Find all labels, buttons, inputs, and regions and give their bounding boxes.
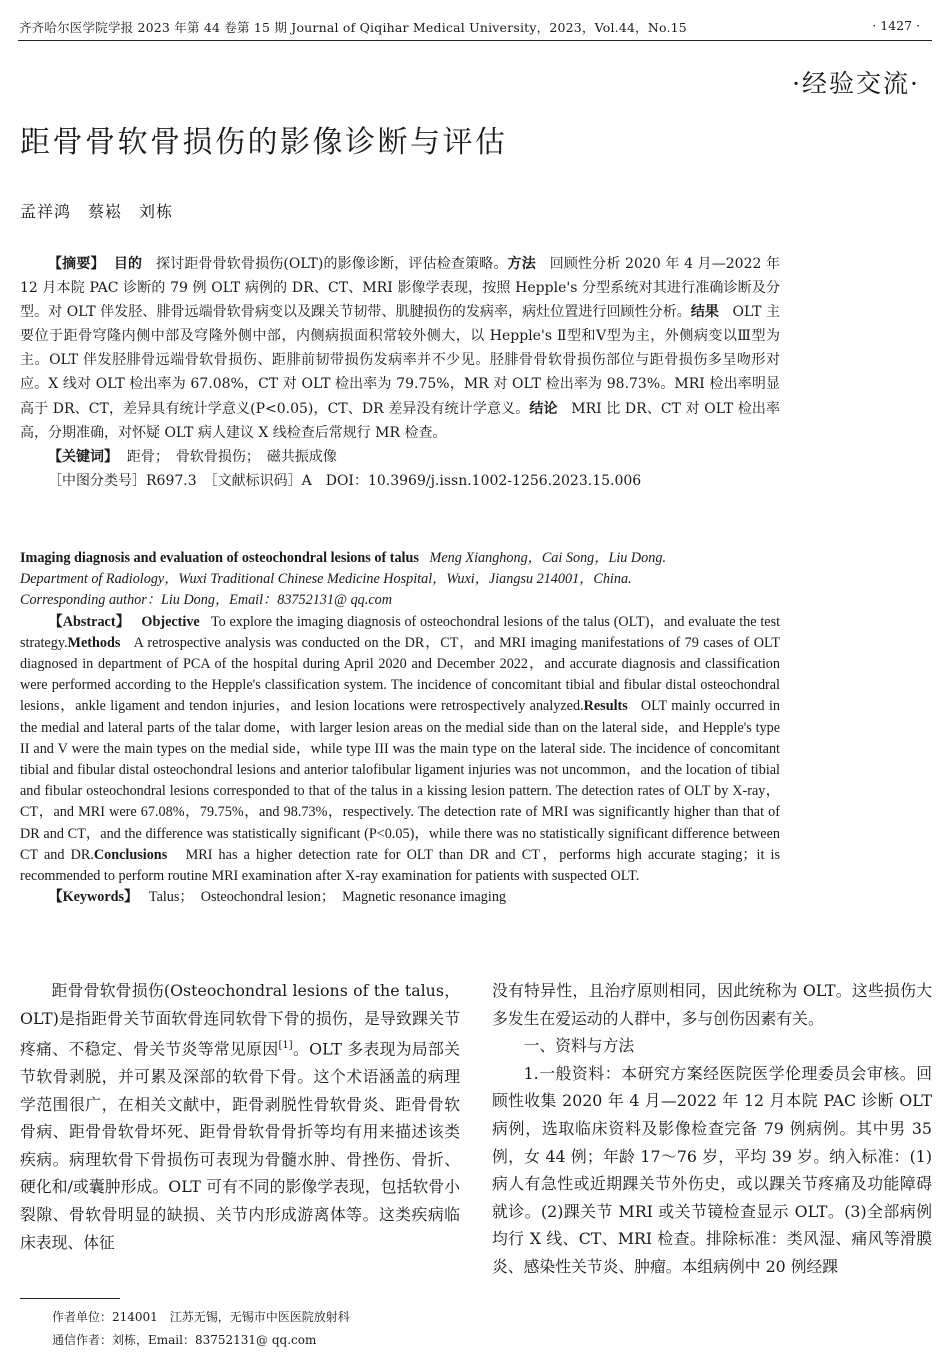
methods-text: 回顾性分析 2020 年 4 月—2022 年 12 月本院 PAC 诊断的 79 例 OLT 病例的 DR、CT、MRI 影像学表现，按照 Hepple's 分型系统对其进行准确诊断及分型。对 OLT 伴发胫、腓骨远端骨软骨病变以及踝关节韧带、肌腱损伤的发病率，病灶位置进行回顾性分析。	[20, 256, 781, 321]
english-authors: Meng Xianghong，Cai Song，Liu Dong.	[429, 550, 667, 566]
body-text: 。OLT 多表现为局部关节软骨剥脱，并可累及深部的软骨下骨。这个术语涵盖的病理学范围很广，在相关文献中，距骨剥脱性骨软骨炎、距骨骨软骨病、距骨骨软骨坏死、距骨骨软骨骨折等均有用来描述该类疾病。病理软骨下骨损伤可表现为骨髓水肿、骨挫伤、骨折、硬化和/或囊肿形成。OLT 可有不同的影像学表现，包括软骨小裂隙、骨软骨明显的缺损、关节内形成游离体等。这类疾病临床表现、体征	[20, 1039, 460, 1252]
objective-label: 目的	[113, 256, 143, 272]
footnote-rule	[20, 1298, 120, 1299]
page-number: · 1427 ·	[872, 18, 920, 33]
chinese-abstract	[20, 252, 780, 493]
english-corresponding: Corresponding author：Liu Dong，Email：83752131@ qq.com	[20, 592, 392, 609]
citation-ref: [1]	[278, 1040, 293, 1052]
english-abstract-paragraph	[20, 612, 780, 888]
en-methods-text: A retrospective analysis was conducted on the DR，CT，and MRI imaging manifestations of 79 cases of OLT diagnosed in department of PCA of the hospital during April 2020 and December 2022，and accurate diagnosis and classification were performed according to the Hepple's classification system. The incidence of concomitant tibial and fibular distal osteochondral lesions，ankle ligament and tendon injuries，and lesion locations were retrospectively analyzed.	[20, 634, 781, 715]
english-abstract	[20, 548, 780, 908]
footnote-affiliation: 作者单位：214001 江苏无锡，无锡市中医医院放射科	[52, 1310, 350, 1324]
en-abstract-label: 【Abstract】	[48, 613, 131, 630]
section-tag: ·经验交流·	[792, 69, 920, 98]
authors: 孟祥鸿 蔡崧 刘栋	[20, 202, 174, 221]
keywords-text: 距骨； 骨软骨损伤； 磁共振成像	[126, 448, 337, 465]
results-label: 结果	[690, 304, 719, 321]
abstract-label: 【摘要】	[48, 256, 105, 272]
english-title: Imaging diagnosis and evaluation of osteochondral lesions of talus	[20, 550, 419, 566]
results-text: OLT 主要位于距骨穹隆内侧中部及穹隆外侧中部，内侧病损面积常较外侧大，以 Hepple's Ⅱ型和Ⅴ型为主，外侧病变以Ⅲ型为主。OLT 伴发胫腓骨远端骨软骨损伤、距腓前韧带损伤发病率并不少见。胫腓骨骨软骨损伤部位与距骨损伤多呈吻形对应。X 线对 OLT 检出率为 67.08%，CT 对 OLT 检出率为 79.75%，MR 对 OLT 检出率为 98.73%。MRI 检出率明显高于 DR、CT，差异具有统计学意义(P<0.05)，CT、DR 差异没有统计学意义。	[20, 304, 781, 417]
en-results-label: Results	[583, 698, 628, 715]
page-title: 距骨骨软骨损伤的影像诊断与评估	[20, 125, 508, 160]
body-right-column	[492, 977, 932, 1281]
en-conclusions-text: MRI has a higher detection rate for OLT than DR and CT，performs high accurate staging；it is recommended to perform routine MRI examination after X-ray examination for patients with suspected OLT.	[20, 846, 781, 885]
conclusion-text: MRI 比 DR、CT 对 OLT 检出率高，分期准确，对怀疑 OLT 病人建议 X 线检查后常规行 MR 检查。	[20, 400, 780, 441]
en-keywords-text: Talus； Osteochondral lesion； Magnetic resonance imaging	[148, 889, 507, 906]
section-heading: 一、资料与方法	[523, 1036, 635, 1056]
en-objective-label: Objective	[141, 613, 200, 630]
body-text: 距骨骨软骨损伤(Osteochondral lesions of the talus，OLT)是指距骨关节面软骨连同软骨下骨的损伤，是导致踝关节疼痛、不稳定、骨关节炎等常见原因	[20, 981, 460, 1059]
body-paragraph: 1.一般资料：本研究方案经医院医学伦理委员会审核。回顾性收集 2020 年 4 月—2022 年 12 月本院 PAC 诊断 OLT 病例，选取临床资料及影像检查完备 79 例病例。其中男 35 例，女 44 例；年龄 17～76 岁，平均 39 岁。纳入标准：(1)病人有急性或近期踝关节外伤史，或以踝关节疼痛及功能障碍就诊。(2)踝关节 MRI 或关节镜检查显示 OLT。(3)全部病例均行 X 线、CT、MRI 检查。排除标准：类风湿、痛风等滑膜炎、感染性关节炎、肿瘤。本组病例中 20 例经踝	[492, 1063, 932, 1276]
keywords-label: 【关键词】	[48, 448, 118, 465]
english-title-line	[20, 548, 780, 569]
body-paragraph: 没有特异性，且治疗原则相同，因此统称为 OLT。这些损伤大多发生在爱运动的人群中，多与创伤因素有关。	[492, 981, 932, 1028]
en-keywords-line	[20, 887, 780, 908]
en-conclusions-label: Conclusions	[93, 846, 168, 863]
header-rule	[18, 40, 932, 41]
body-paragraph	[20, 977, 460, 1256]
en-methods-label: Methods	[67, 634, 121, 651]
abstract-paragraph	[20, 252, 780, 445]
keywords-line	[20, 445, 780, 469]
methods-label: 方法	[507, 256, 536, 272]
footnote-corresponding: 通信作者：刘栋，Email：83752131@ qq.com	[52, 1333, 317, 1347]
classification-line: ［中图分类号］R697.3 ［文献标识码］A DOI：10.3969/j.issn.1002-1256.2023.15.006	[48, 472, 642, 489]
en-objective-text: To explore the imaging diagnosis of osteochondral lesions of the talus (OLT)，and evaluate the test strategy.	[20, 613, 781, 651]
body-left-column	[20, 977, 460, 1256]
en-keywords-label: 【Keywords】	[48, 889, 139, 906]
running-header: 齐齐哈尔医学院学报 2023 年第 44 卷第 15 期 Journal of Qiqihar Medical University，2023，Vol.44，No.15	[19, 20, 687, 35]
conclusion-label: 结论	[529, 400, 558, 417]
en-results-text: OLT mainly occurred in the medial and lateral parts of the talar dome，with larger lesion areas on the medial side than on the lateral side，and Hepple's type II and V were the main types on the medial side，while type III was the main type on the lateral side. The incidence of concomitant tibial and fibular distal osteochondral lesions and anterior talofibular ligament injuries was not uncommon，and the location of tibial and fibular osteochondral lesions corresponded to that of the talus in a kissing lesion pattern. The detection rates of OLT by X-ray，CT，and MRI were 67.08%，79.75%，and 98.73%，respectively. The detection rate of MRI was significantly higher than that of DR and CT，and the difference was statistically significant (P<0.05)，while there was no statistically significant difference between CT and DR.	[20, 698, 780, 863]
objective-text: 探讨距骨骨软骨损伤(OLT)的影像诊断，评估检查策略。	[156, 256, 508, 272]
english-affiliation: Department of Radiology，Wuxi Traditional Chinese Medicine Hospital，Wuxi，Jiangsu 214001，China.	[20, 571, 632, 588]
